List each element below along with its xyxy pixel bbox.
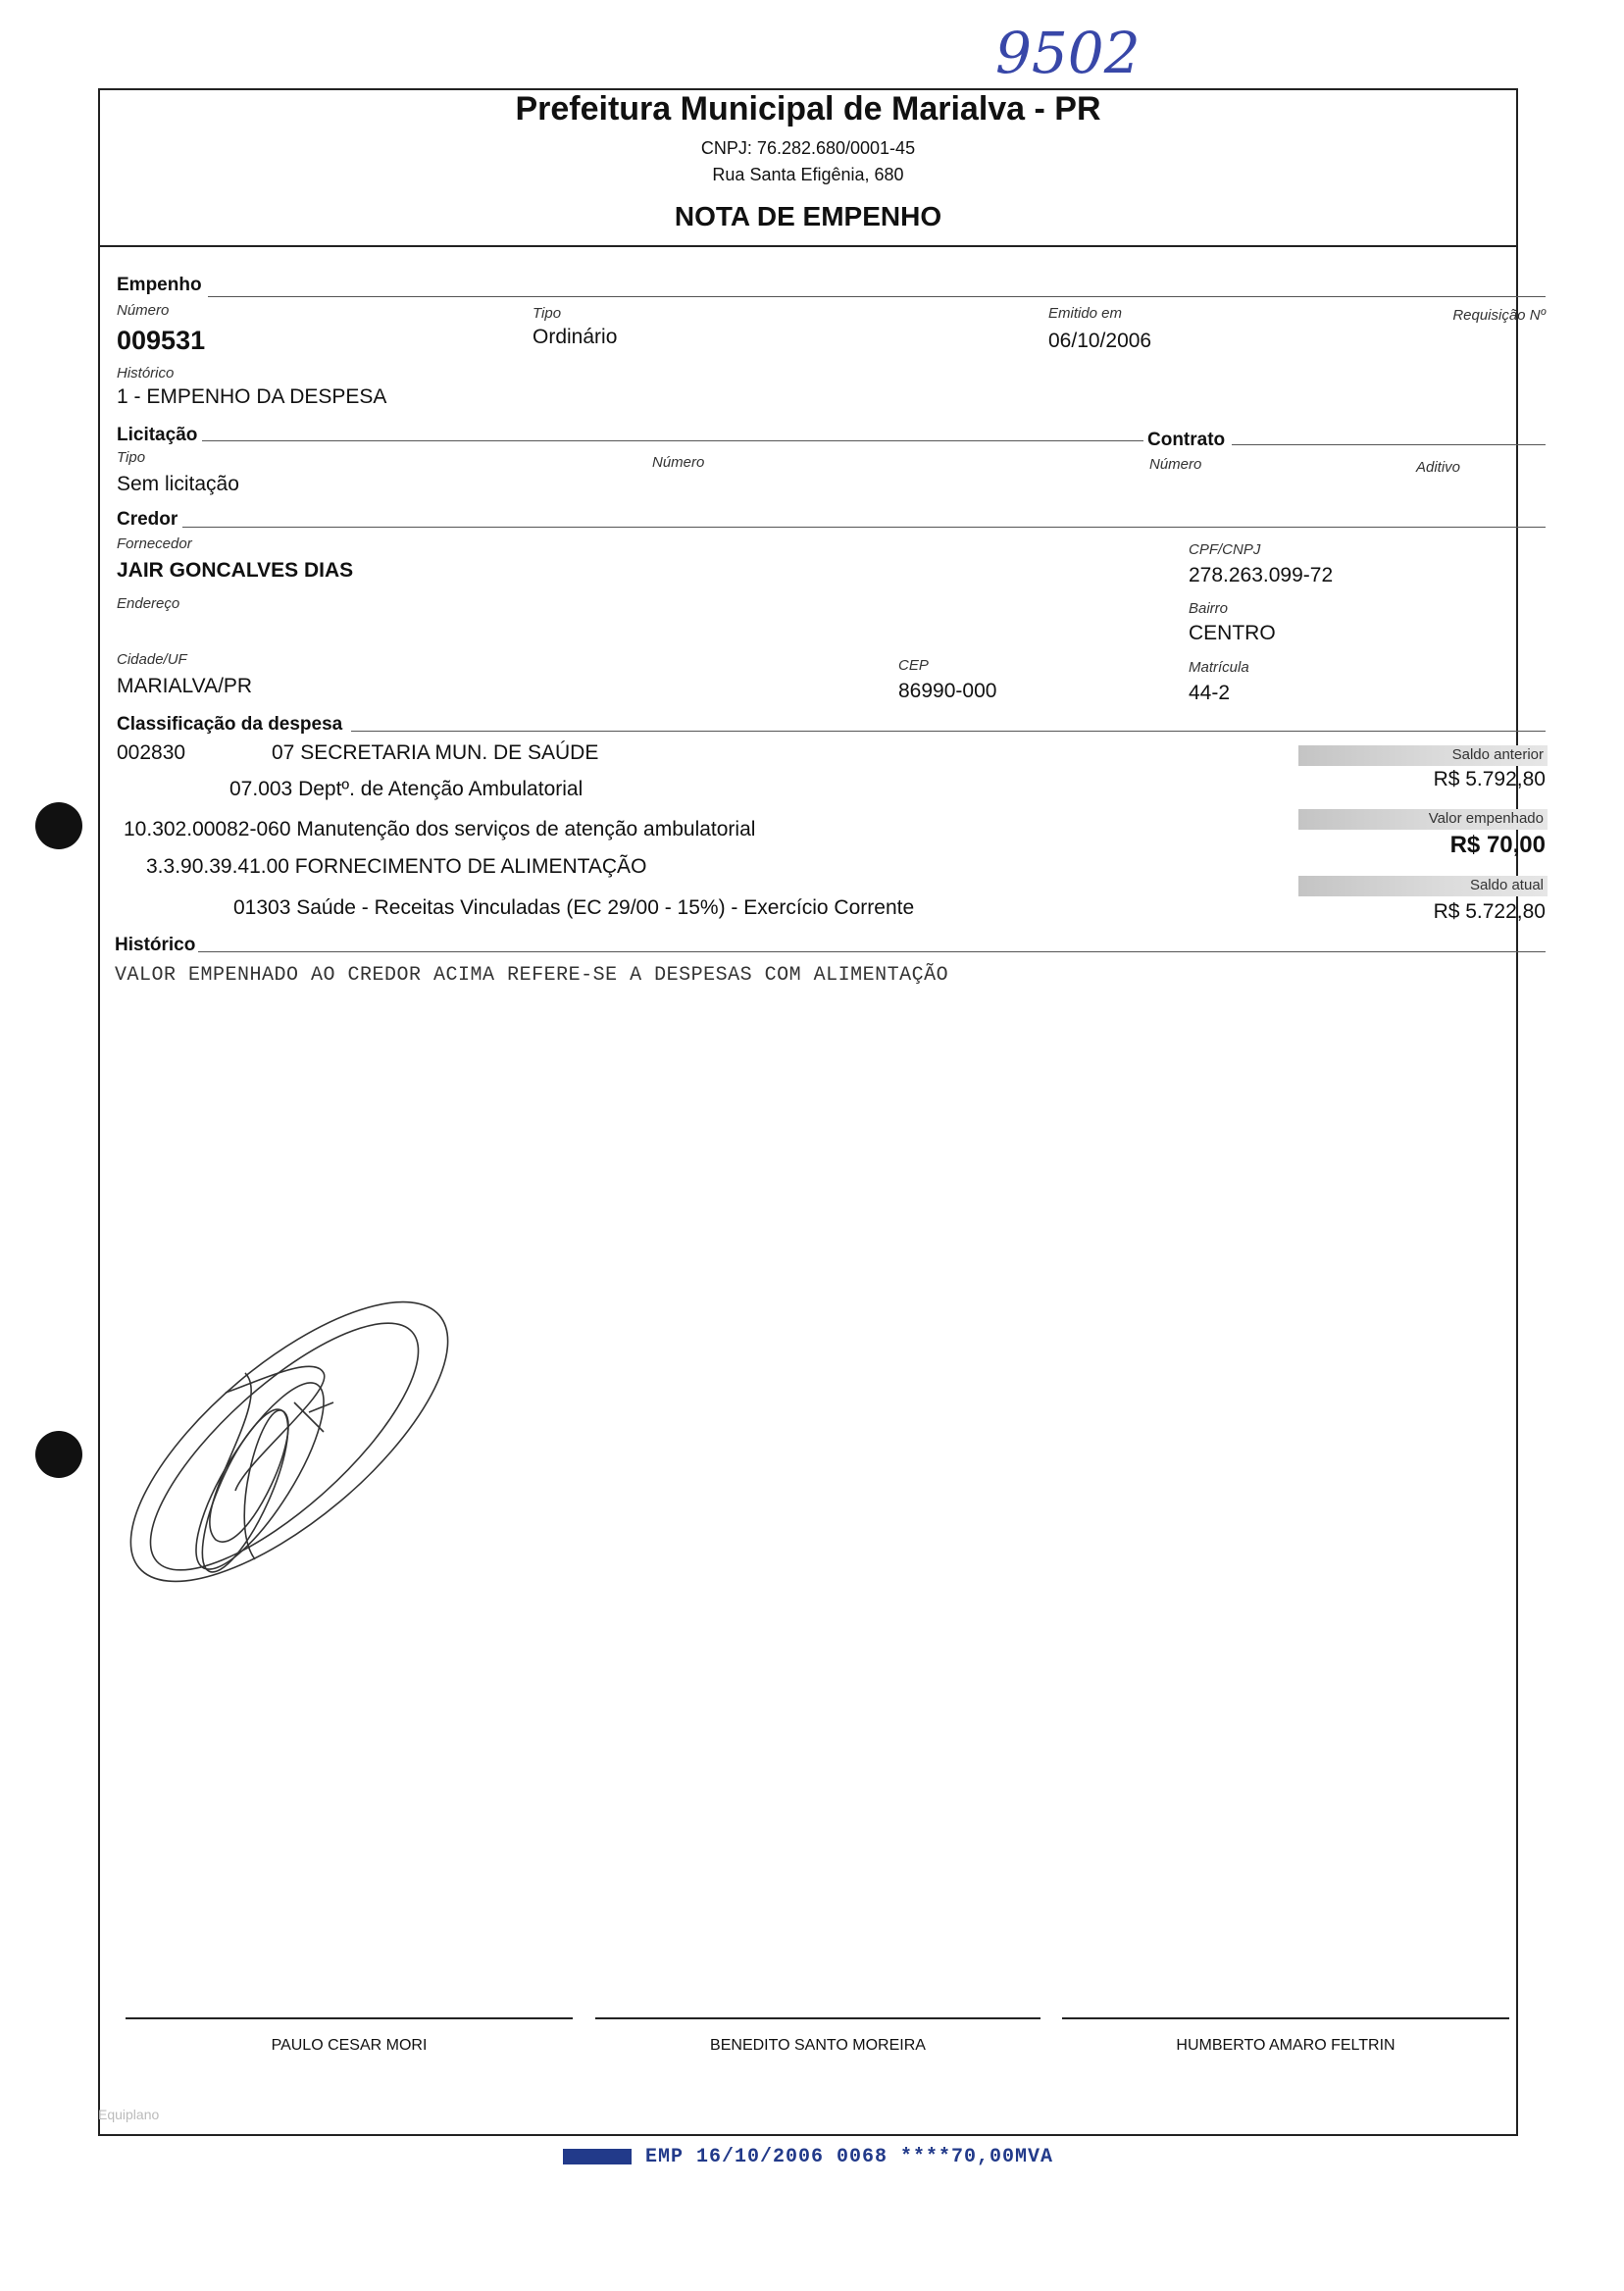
signature-line	[126, 2017, 573, 2019]
classificacao-code: 002830	[117, 741, 186, 764]
cep-label: CEP	[898, 657, 929, 674]
licitacao-numero-label: Número	[652, 454, 705, 471]
section-rule	[202, 440, 1143, 441]
section-classificacao: Classificação da despesa	[117, 714, 343, 735]
bairro-value: CENTRO	[1189, 622, 1276, 644]
signature-scribble	[98, 1265, 481, 1638]
fornecedor-name: JAIR GONCALVES DIAS	[117, 559, 354, 582]
section-rule	[351, 731, 1546, 732]
document-title: NOTA DE EMPENHO	[674, 201, 942, 231]
empenho-tipo-label: Tipo	[533, 305, 562, 322]
empenho-numero-label: Número	[117, 302, 170, 319]
saldo-atual-label: Saldo atual	[1469, 877, 1544, 893]
saldo-atual-value: R$ 5.722,80	[1433, 900, 1546, 923]
municipality-cnpj: CNPJ: 76.282.680/0001-45	[700, 138, 916, 158]
endereco-label: Endereço	[117, 595, 180, 612]
requisicao-label: Requisição Nº	[1452, 307, 1546, 324]
empenho-historico-label: Histórico	[117, 365, 175, 382]
cidade-uf-value: MARIALVA/PR	[117, 675, 253, 697]
punch-hole-top	[35, 802, 82, 849]
punch-hole-bottom	[35, 1431, 82, 1478]
saldo-anterior-value: R$ 5.792,80	[1433, 768, 1546, 790]
municipality-address: Rua Santa Efigênia, 680	[712, 165, 904, 184]
matricula-value: 44-2	[1189, 682, 1231, 704]
fornecedor-label: Fornecedor	[117, 535, 192, 552]
classificacao-recurso: 01303 Saúde - Receitas Vinculadas (EC 29/00 - 15%) - Exercício Corrente	[233, 896, 915, 919]
section-empenho: Empenho	[117, 275, 202, 295]
signature-name-3: HUMBERTO AMARO FELTRIN	[1176, 2037, 1396, 2054]
emitido-em-date: 06/10/2006	[1048, 330, 1152, 352]
classificacao-orgao: 07 SECRETARIA MUN. DE SAÚDE	[272, 741, 599, 764]
municipality-title: Prefeitura Municipal de Marialva - PR	[515, 90, 1101, 127]
section-contrato: Contrato	[1147, 430, 1226, 450]
classificacao-elemento: 3.3.90.39.41.00 FORNECIMENTO DE ALIMENTAÇÃO	[146, 855, 647, 878]
emitido-em-label: Emitido em	[1048, 305, 1123, 322]
historico-text: VALOR EMPENHADO AO CREDOR ACIMA REFERE-SE A DESPESAS COM ALIMENTAÇÃO	[115, 964, 949, 987]
section-rule	[1232, 444, 1546, 445]
header-separator	[100, 245, 1516, 247]
empenho-historico: 1 - EMPENHO DA DESPESA	[117, 385, 387, 408]
signature-name-2: BENEDITO SANTO MOREIRA	[710, 2037, 926, 2054]
stamp-logo-icon	[563, 2149, 632, 2164]
contrato-aditivo-label: Aditivo	[1416, 459, 1461, 476]
section-credor: Credor	[117, 509, 178, 530]
signature-line	[595, 2017, 1040, 2019]
classificacao-projeto: 10.302.00082-060 Manutenção dos serviços de atenção ambulatorial	[124, 818, 756, 840]
section-rule	[198, 951, 1546, 952]
valor-empenhado-bar	[1298, 809, 1548, 830]
classificacao-unidade: 07.003 Deptº. de Atenção Ambulatorial	[229, 778, 584, 800]
signature-line	[1062, 2017, 1509, 2019]
contrato-numero-label: Número	[1149, 456, 1202, 473]
bairro-label: Bairro	[1189, 600, 1229, 617]
empenho-tipo: Ordinário	[533, 326, 618, 348]
saldo-atual-bar	[1298, 876, 1548, 896]
cpf-cnpj-value: 278.263.099-72	[1189, 564, 1334, 586]
section-licitacao: Licitação	[117, 425, 198, 445]
stamp-text: EMP 16/10/2006 0068 ****70,00MVA	[644, 2146, 1054, 2168]
cidade-uf-label: Cidade/UF	[117, 651, 187, 668]
empenho-numero: 009531	[117, 326, 206, 355]
valor-empenhado-label: Valor empenhado	[1428, 810, 1544, 827]
footer-faint-text: Equiplano	[98, 2107, 160, 2122]
licitacao-tipo-label: Tipo	[117, 449, 146, 466]
section-historico: Histórico	[115, 935, 196, 955]
cep-value: 86990-000	[898, 680, 997, 702]
saldo-anterior-bar	[1298, 745, 1548, 766]
saldo-anterior-label: Saldo anterior	[1451, 746, 1544, 763]
matricula-label: Matrícula	[1189, 659, 1249, 676]
licitacao-tipo: Sem licitação	[117, 473, 239, 495]
section-rule	[182, 527, 1546, 528]
valor-empenhado-value: R$ 70,00	[1449, 832, 1546, 858]
handwritten-number: 9502	[995, 20, 1141, 86]
signature-name-1: PAULO CESAR MORI	[271, 2037, 428, 2054]
section-rule	[208, 296, 1546, 297]
bottom-stamp	[98, 2146, 1518, 2168]
cpf-cnpj-label: CPF/CNPJ	[1189, 541, 1261, 558]
